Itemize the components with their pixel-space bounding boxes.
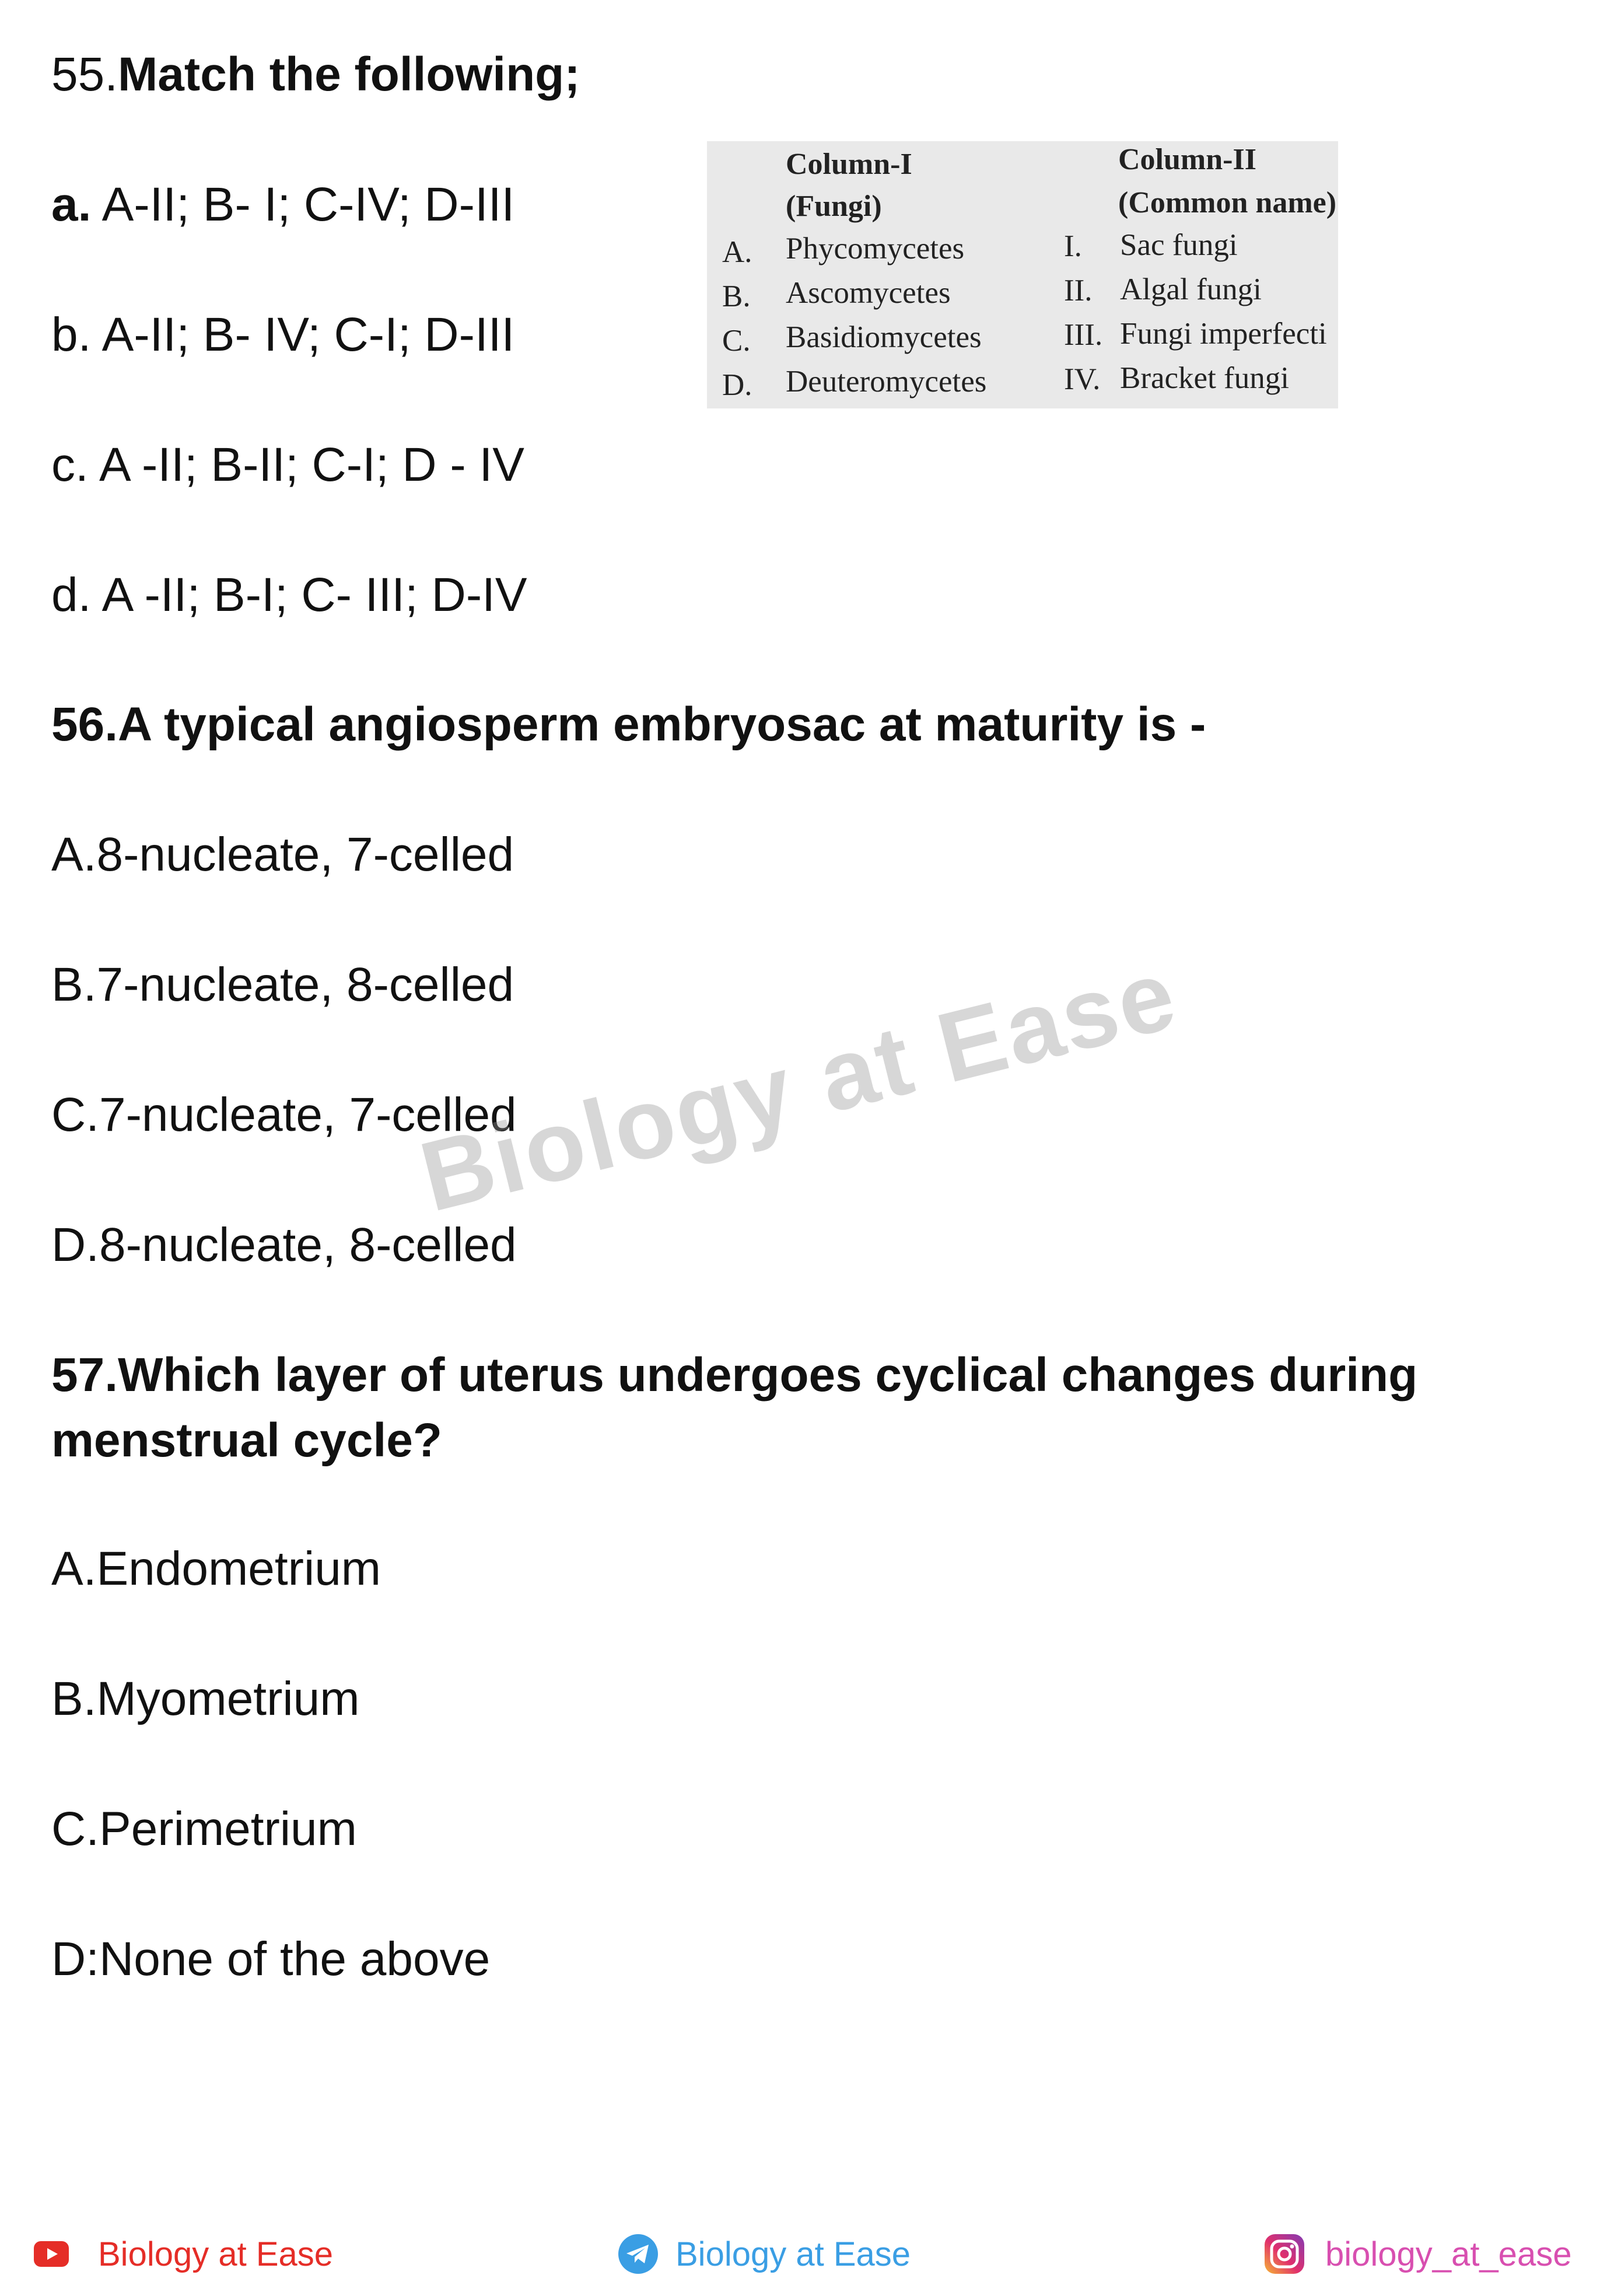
telegram-icon bbox=[618, 2234, 658, 2274]
q55-option-b: b. A-II; B- IV; C-I; D-III bbox=[51, 308, 515, 361]
q55-option-a-text: A-II; B- I; C-IV; D-III bbox=[91, 178, 515, 231]
youtube-label: Biology at Ease bbox=[98, 2235, 334, 2273]
row-b-key: B. bbox=[722, 279, 751, 313]
q56-option-c: C.7-nucleate, 7-celled bbox=[51, 1088, 517, 1141]
row-ii-key: II. bbox=[1064, 274, 1093, 307]
row-c-key: C. bbox=[722, 324, 751, 358]
q57-option-b: B.Myometrium bbox=[51, 1672, 360, 1725]
footer-telegram[interactable] bbox=[618, 2228, 911, 2280]
instagram-icon bbox=[1265, 2234, 1304, 2274]
col1-header: Column-I bbox=[786, 148, 912, 181]
q57-question: 57.Which layer of uterus undergoes cyclical changes during menstrual cycle? bbox=[51, 1348, 1418, 1467]
row-a-key: A. bbox=[722, 235, 752, 269]
row-iv-key: IV. bbox=[1064, 362, 1101, 396]
q57-option-d: D:None of the above bbox=[51, 1932, 491, 1986]
q55-option-a bbox=[51, 172, 514, 237]
q56-option-d: D.8-nucleate, 8-celled bbox=[51, 1218, 517, 1271]
telegram-label: Biology at Ease bbox=[675, 2235, 911, 2273]
col2-header: Column-II bbox=[1118, 143, 1256, 176]
youtube-icon bbox=[34, 2241, 69, 2267]
row-iii-name: Fungi imperfecti bbox=[1120, 317, 1327, 351]
q56-option-a: A.8-nucleate, 7-celled bbox=[51, 828, 514, 881]
col1-subheader: (Fungi) bbox=[786, 190, 882, 223]
q55-option-a-letter: a. bbox=[51, 178, 92, 231]
row-iv-name: Bracket fungi bbox=[1120, 361, 1289, 395]
q57-option-c: C.Perimetrium bbox=[51, 1802, 357, 1855]
q55-title: Match the following; bbox=[118, 48, 580, 101]
row-i-key: I. bbox=[1064, 229, 1082, 263]
watermark: Biology at Ease bbox=[410, 938, 1188, 1233]
footer-instagram[interactable] bbox=[1265, 2228, 1571, 2280]
q57-option-a: A.Endometrium bbox=[51, 1542, 381, 1595]
row-i-name: Sac fungi bbox=[1120, 228, 1238, 262]
q56-option-b: B.7-nucleate, 8-celled bbox=[51, 958, 514, 1011]
q55-option-d: d. A -II; B-I; C- III; D-IV bbox=[51, 568, 527, 621]
match-table bbox=[707, 141, 1338, 408]
q55-heading bbox=[51, 42, 580, 107]
row-d-fungi: Deuteromycetes bbox=[786, 365, 987, 399]
row-ii-name: Algal fungi bbox=[1120, 272, 1262, 306]
q55-option-c: c. A -II; B-II; C-I; D - IV bbox=[51, 438, 524, 491]
row-a-fungi: Phycomycetes bbox=[786, 232, 965, 265]
q55-number: 55. bbox=[51, 48, 118, 101]
row-d-key: D. bbox=[722, 368, 752, 402]
q56-question: 56.A typical angiosperm embryosac at maturity is - bbox=[51, 698, 1206, 751]
footer-youtube[interactable] bbox=[34, 2228, 333, 2280]
instagram-label: biology_at_ease bbox=[1325, 2235, 1572, 2273]
row-iii-key: III. bbox=[1064, 318, 1103, 352]
row-c-fungi: Basidiomycetes bbox=[786, 320, 982, 354]
row-b-fungi: Ascomycetes bbox=[786, 276, 951, 310]
col2-subheader: (Common name) bbox=[1118, 186, 1337, 219]
